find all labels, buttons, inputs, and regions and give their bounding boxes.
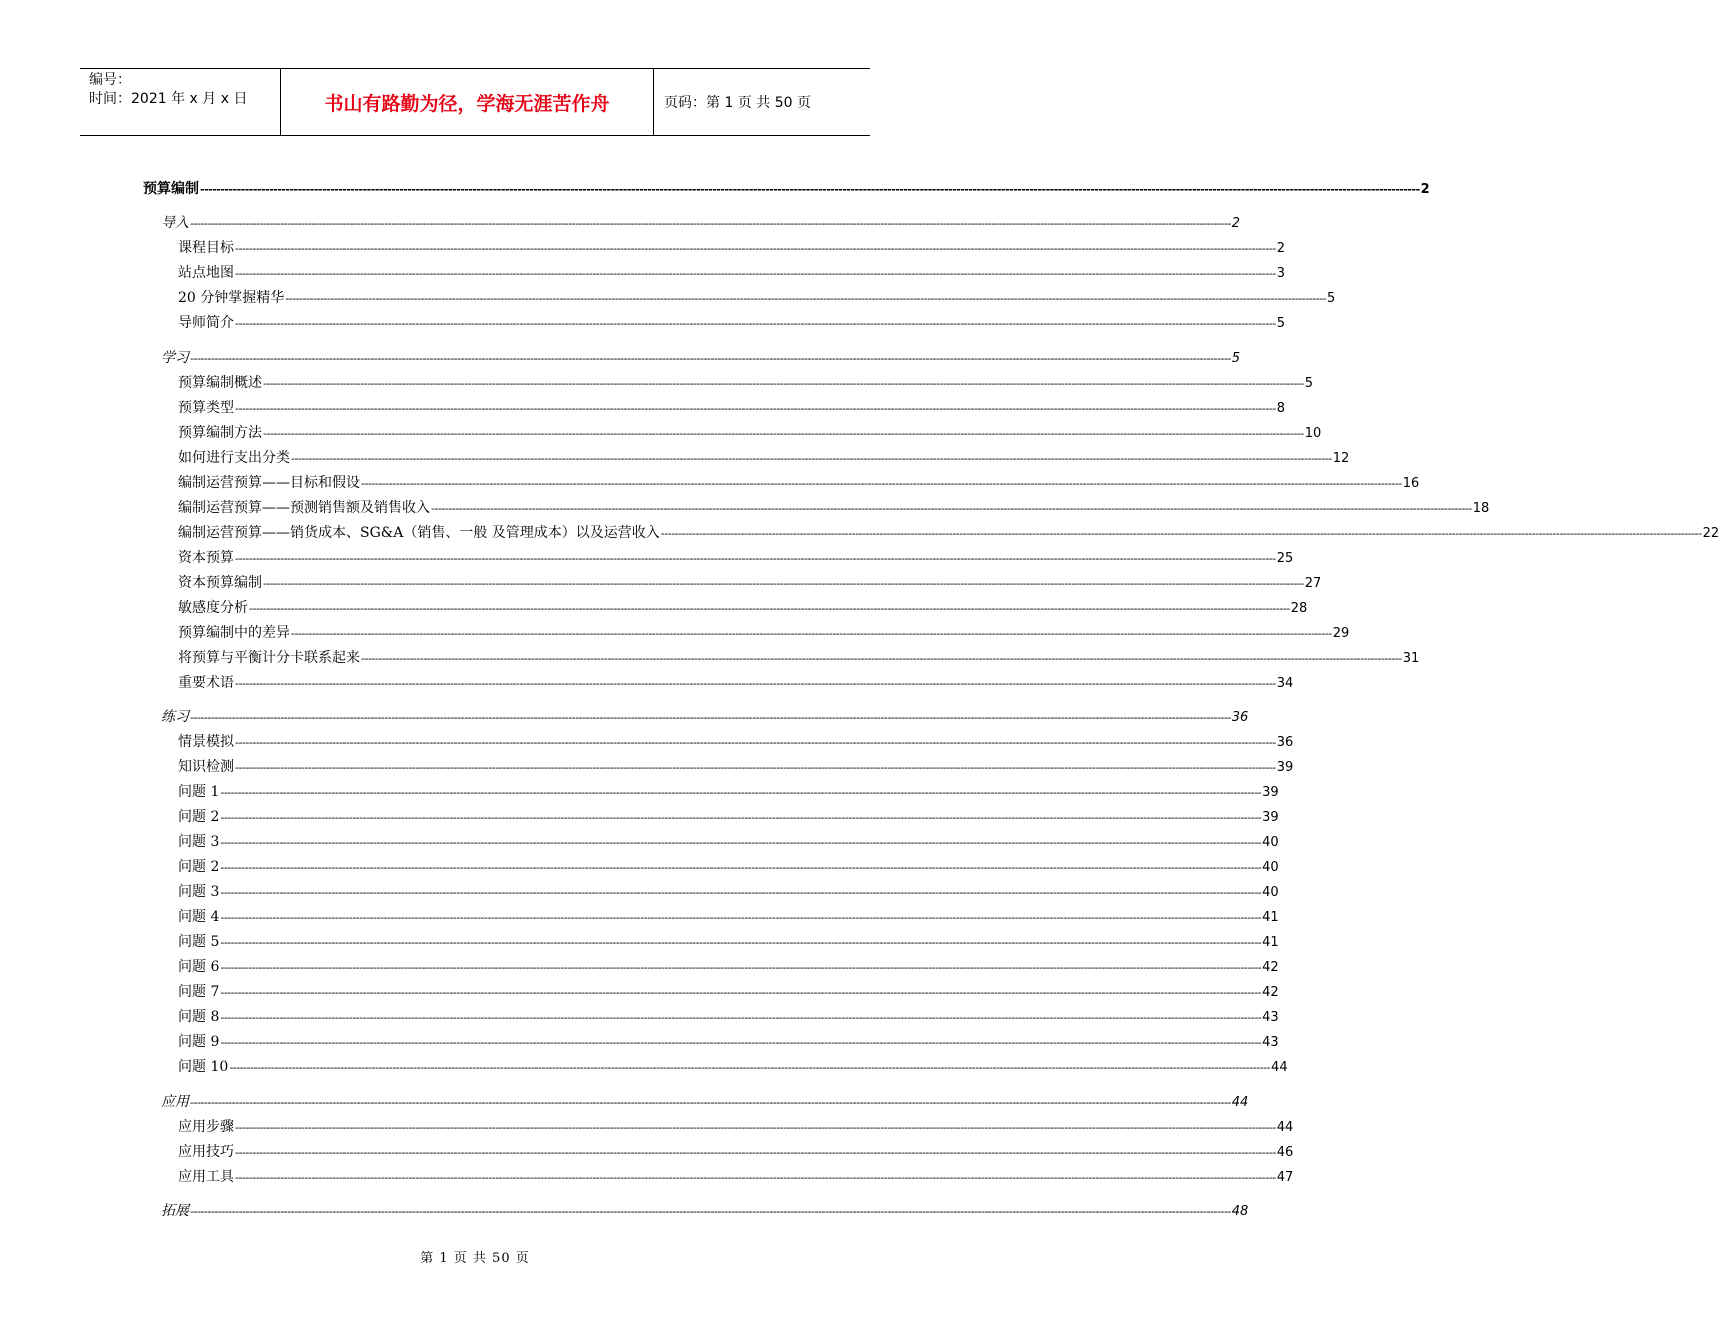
toc-entry[interactable] — [178, 599, 1308, 618]
toc-entry[interactable] — [178, 374, 1314, 393]
toc-entry-title: 将预算与平衡计分卡联系起来 — [178, 649, 360, 666]
toc-entry[interactable] — [161, 708, 1249, 727]
toc-leader-dashes: ------------------------------------------------------------------------------------------------------------------------------------------------------------------------------------------------------------------------------------------------------------------------------------------------------------ — [190, 711, 1231, 724]
toc-entry[interactable] — [178, 264, 1286, 283]
toc-leader-dashes: ------------------------------------------------------------------------------------------------------------------------------------------------------------------------------------------------------------------------------------------------------------------------------------------------------------ — [190, 1095, 1231, 1109]
toc-entry-page: 36 — [1276, 735, 1294, 750]
toc-entry-title: 如何进行支出分类 — [178, 449, 290, 466]
toc-entry-title: 重要术语 — [178, 674, 234, 691]
toc-entry[interactable] — [178, 808, 1279, 827]
toc-entry-page: 28 — [1290, 600, 1308, 616]
toc-leader-dashes: ------------------------------------------------------------------------------------------------------------------------------------------------------------------------------------------------------------------------------------------------------------------------------------------------------------ — [263, 376, 1304, 390]
toc-leader-dashes: ------------------------------------------------------------------------------------------------------------------------------------------------------------------------------------------------------------------------------------------------------------------------------------------------------------ — [220, 961, 1262, 974]
toc-entry-title: 问题 2 — [178, 809, 220, 825]
toc-entry-title: 导师简介 — [178, 315, 234, 331]
toc-entry[interactable] — [178, 474, 1420, 493]
toc-entry[interactable] — [178, 833, 1279, 852]
toc-entry-page: 5 — [1231, 350, 1241, 366]
toc-entry-title: 编制运营预算——预测销售额及销售收入 — [178, 499, 430, 516]
toc-entry-page: 39 — [1262, 785, 1279, 800]
toc-entry-title: 问题 9 — [178, 1034, 220, 1050]
toc-leader-dashes: ------------------------------------------------------------------------------------------------------------------------------------------------------------------------------------------------------------------------------------------------------------------------------------------------------------ — [220, 811, 1262, 824]
toc-leader-dashes: ------------------------------------------------------------------------------------------------------------------------------------------------------------------------------------------------------------------------------------------------------------------------------------------------------------ — [263, 576, 1304, 590]
toc-leader-dashes: ------------------------------------------------------------------------------------------------------------------------------------------------------------------------------------------------------------------------------------------------------------------------------------------------------------ — [220, 1011, 1262, 1024]
toc-leader-dashes: ------------------------------------------------------------------------------------------------------------------------------------------------------------------------------------------------------------------------------------------------------------------------------------------------------------ — [235, 267, 1276, 280]
toc-leader-dashes: ------------------------------------------------------------------------------------------------------------------------------------------------------------------------------------------------------------------------------------------------------------------------------------------------------------ — [235, 1170, 1276, 1184]
toc-leader-dashes: ------------------------------------------------------------------------------------------------------------------------------------------------------------------------------------------------------------------------------------------------------------------------------------------------------------ — [285, 292, 1327, 305]
toc-leader-dashes: ------------------------------------------------------------------------------------------------------------------------------------------------------------------------------------------------------------------------------------------------------------------------------------------------------------ — [220, 986, 1262, 999]
toc-entry-title: 练习 — [161, 709, 189, 725]
toc-entry[interactable] — [178, 908, 1279, 927]
header-page-info: 页码：第 1 页 共 50 页 — [664, 95, 811, 111]
toc-entry-page: 34 — [1276, 675, 1294, 691]
toc-entry[interactable] — [178, 399, 1286, 418]
toc-entry-page: 10 — [1304, 425, 1322, 441]
toc-entry[interactable] — [178, 424, 1322, 443]
time-label: 时间：2021 年 x 月 x 日 — [89, 91, 248, 107]
toc-leader-dashes: ------------------------------------------------------------------------------------------------------------------------------------------------------------------------------------------------------------------------------------------------------------------------------------------------------------ — [235, 761, 1276, 774]
toc-leader-dashes: ------------------------------------------------------------------------------------------------------------------------------------------------------------------------------------------------------------------------------------------------------------------------------------------------------------ — [220, 1036, 1262, 1049]
toc-entry-page: 5 — [1276, 316, 1286, 331]
toc-entry-page: 41 — [1262, 935, 1279, 950]
toc-entry-page: 41 — [1262, 910, 1279, 925]
toc-entry-title: 问题 3 — [178, 834, 220, 850]
toc-entry[interactable] — [178, 524, 1719, 543]
toc-entry-title: 应用技巧 — [178, 1143, 234, 1160]
toc-entry[interactable] — [178, 674, 1294, 693]
toc-entry[interactable] — [178, 1118, 1294, 1137]
toc-entry-page: 31 — [1402, 650, 1420, 666]
toc-entry-page: 2 — [1231, 216, 1241, 231]
toc-entry-title: 预算类型 — [178, 399, 234, 416]
toc-entry-title: 站点地图 — [178, 265, 234, 281]
toc-entry-title: 问题 4 — [178, 909, 220, 925]
page-header — [80, 68, 870, 136]
toc-entry-page: 2 — [1420, 182, 1430, 197]
toc-entry-title: 预算编制方法 — [178, 424, 262, 441]
toc-entry-page: 40 — [1262, 885, 1279, 900]
toc-entry-title: 问题 7 — [178, 984, 220, 1000]
toc-entry[interactable] — [178, 1143, 1294, 1162]
toc-entry-page: 44 — [1271, 1060, 1288, 1075]
toc-entry[interactable] — [178, 624, 1350, 643]
toc-entry-title: 编制运营预算——销货成本、SG&A（销售、一般 及管理成本）以及运营收入 — [178, 524, 660, 541]
toc-entry-page: 44 — [1276, 1119, 1294, 1135]
toc-entry-title: 资本预算编制 — [178, 574, 262, 591]
toc-entry-title: 问题 1 — [178, 784, 220, 800]
toc-entry[interactable] — [178, 574, 1322, 593]
toc-entry-page: 5 — [1304, 375, 1314, 391]
toc-entry-title: 应用步骤 — [178, 1118, 234, 1135]
toc-entry-page: 29 — [1332, 625, 1350, 641]
toc-entry-page: 16 — [1402, 475, 1420, 491]
toc-entry-page: 42 — [1262, 960, 1279, 975]
toc-entry-page: 43 — [1262, 1035, 1279, 1050]
toc-entry[interactable] — [178, 289, 1336, 308]
toc-leader-dashes: ------------------------------------------------------------------------------------------------------------------------------------------------------------------------------------------------------------------------------------------------------------------------------------------------------------ — [235, 736, 1276, 749]
toc-entry-title: 资本预算 — [178, 549, 234, 566]
toc-entry-title: 应用工具 — [178, 1168, 234, 1185]
toc-entry[interactable] — [178, 883, 1279, 902]
toc-entry-page: 47 — [1276, 1169, 1294, 1185]
toc-entry[interactable] — [178, 858, 1279, 877]
toc-entry-page: 48 — [1231, 1204, 1249, 1219]
toc-leader-dashes: ------------------------------------------------------------------------------------------------------------------------------------------------------------------------------------------------------------------------------------------------------------------------------------------------------------ — [235, 551, 1276, 565]
toc-entry[interactable] — [178, 758, 1294, 777]
code-label: 编号： — [89, 72, 131, 88]
toc-entry[interactable] — [178, 933, 1279, 952]
toc-leader-dashes: ------------------------------------------------------------------------------------------------------------------------------------------------------------------------------------------------------------------------------------------------------------------------------------------------------------ — [190, 351, 1231, 365]
toc-leader-dashes: ------------------------------------------------------------------------------------------------------------------------------------------------------------------------------------------------------------------------------------------------------------------------------------------------------------ — [200, 183, 1420, 196]
toc-leader-dashes: ------------------------------------------------------------------------------------------------------------------------------------------------------------------------------------------------------------------------------------------------------------------------------------------------------------ — [220, 861, 1262, 874]
header-motto: 书山有路勤为径，学海无涯苦作舟 — [281, 69, 654, 135]
toc-entry-title: 预算编制概述 — [178, 374, 262, 391]
toc-entry[interactable] — [178, 314, 1286, 333]
toc-leader-dashes: ------------------------------------------------------------------------------------------------------------------------------------------------------------------------------------------------------------------------------------------------------------------------------------------------------------ — [190, 1205, 1231, 1218]
toc-entry-title: 问题 10 — [178, 1059, 229, 1075]
toc-entry[interactable] — [161, 214, 1241, 233]
toc-entry[interactable] — [178, 499, 1490, 518]
toc-entry-title: 学习 — [161, 349, 189, 366]
toc-entry[interactable] — [143, 180, 1430, 199]
toc-leader-dashes: ------------------------------------------------------------------------------------------------------------------------------------------------------------------------------------------------------------------------------------------------------------------------------------------------------------ — [235, 401, 1276, 415]
toc-entry-page: 12 — [1332, 450, 1350, 466]
toc-entry-title: 预算编制 — [143, 181, 199, 197]
toc-leader-dashes: ------------------------------------------------------------------------------------------------------------------------------------------------------------------------------------------------------------------------------------------------------------------------------------------------------------ — [235, 1145, 1276, 1159]
toc-leader-dashes: ------------------------------------------------------------------------------------------------------------------------------------------------------------------------------------------------------------------------------------------------------------------------------------------------------------ — [431, 501, 1472, 515]
toc-leader-dashes: ------------------------------------------------------------------------------------------------------------------------------------------------------------------------------------------------------------------------------------------------------------------------------------------------------------ — [220, 911, 1262, 924]
toc-leader-dashes: ------------------------------------------------------------------------------------------------------------------------------------------------------------------------------------------------------------------------------------------------------------------------------------------------------------ — [291, 626, 1332, 640]
toc-entry-page: 39 — [1276, 760, 1294, 775]
toc-entry-page: 2 — [1276, 241, 1286, 256]
toc-entry-page: 3 — [1276, 266, 1286, 281]
toc-entry-page: 5 — [1327, 291, 1336, 306]
toc-entry-page: 27 — [1304, 575, 1322, 591]
toc-entry-page: 8 — [1276, 400, 1286, 416]
toc-entry-title: 20 分钟掌握精华 — [178, 290, 285, 306]
toc-entry-title: 拓展 — [161, 1203, 189, 1219]
toc-entry-page: 22 — [1702, 525, 1719, 541]
toc-entry-page: 43 — [1262, 1010, 1279, 1025]
toc-entry-title: 预算编制中的差异 — [178, 624, 290, 641]
toc-entry[interactable] — [178, 549, 1294, 568]
toc-entry[interactable] — [178, 958, 1279, 977]
toc-entry-title: 问题 2 — [178, 859, 220, 875]
toc-entry-page: 42 — [1262, 985, 1279, 1000]
toc-entry[interactable] — [178, 1008, 1279, 1027]
toc-entry[interactable] — [178, 983, 1279, 1002]
toc-leader-dashes: ------------------------------------------------------------------------------------------------------------------------------------------------------------------------------------------------------------------------------------------------------------------------------------------------------------ — [660, 526, 1702, 540]
toc-leader-dashes: ------------------------------------------------------------------------------------------------------------------------------------------------------------------------------------------------------------------------------------------------------------------------------------------------------------ — [229, 1061, 1271, 1074]
toc-leader-dashes: ------------------------------------------------------------------------------------------------------------------------------------------------------------------------------------------------------------------------------------------------------------------------------------------------------------ — [220, 936, 1262, 949]
toc-entry-page: 25 — [1276, 550, 1294, 566]
toc-entry-page: 40 — [1262, 860, 1279, 875]
toc-entry-title: 问题 3 — [178, 884, 220, 900]
toc-entry-title: 敏感度分析 — [178, 599, 248, 616]
toc-leader-dashes: ------------------------------------------------------------------------------------------------------------------------------------------------------------------------------------------------------------------------------------------------------------------------------------------------------------ — [235, 317, 1276, 330]
toc-entry-page: 39 — [1262, 810, 1279, 825]
toc-entry[interactable] — [161, 1202, 1249, 1221]
toc-leader-dashes: ------------------------------------------------------------------------------------------------------------------------------------------------------------------------------------------------------------------------------------------------------------------------------------------------------------ — [361, 651, 1402, 665]
toc-entry-title: 知识检测 — [178, 759, 234, 775]
toc-entry-title: 导入 — [161, 215, 189, 231]
toc-entry[interactable] — [178, 449, 1350, 468]
toc-leader-dashes: ------------------------------------------------------------------------------------------------------------------------------------------------------------------------------------------------------------------------------------------------------------------------------------------------------------ — [235, 676, 1276, 690]
toc-entry[interactable] — [178, 239, 1286, 258]
toc-entry[interactable] — [178, 649, 1420, 668]
toc-entry-page: 46 — [1276, 1144, 1294, 1160]
toc-entry-title: 问题 8 — [178, 1009, 220, 1025]
header-meta-cell — [80, 69, 281, 135]
toc-entry[interactable] — [178, 1168, 1294, 1187]
toc-entry-page: 40 — [1262, 835, 1279, 850]
toc-entry-title: 编制运营预算——目标和假设 — [178, 474, 360, 491]
toc-leader-dashes: ------------------------------------------------------------------------------------------------------------------------------------------------------------------------------------------------------------------------------------------------------------------------------------------------------------ — [235, 242, 1276, 255]
toc-entry-title: 问题 5 — [178, 934, 220, 950]
toc-entry-title: 问题 6 — [178, 959, 220, 975]
toc-entry-page: 36 — [1231, 710, 1249, 725]
toc-leader-dashes: ------------------------------------------------------------------------------------------------------------------------------------------------------------------------------------------------------------------------------------------------------------------------------------------------------------ — [190, 217, 1231, 230]
toc-entry[interactable] — [161, 1093, 1249, 1112]
toc-leader-dashes: ------------------------------------------------------------------------------------------------------------------------------------------------------------------------------------------------------------------------------------------------------------------------------------------------------------ — [249, 601, 1290, 615]
toc-leader-dashes: ------------------------------------------------------------------------------------------------------------------------------------------------------------------------------------------------------------------------------------------------------------------------------------------------------------ — [220, 886, 1262, 899]
toc-leader-dashes: ------------------------------------------------------------------------------------------------------------------------------------------------------------------------------------------------------------------------------------------------------------------------------------------------------------ — [263, 426, 1304, 440]
toc-leader-dashes: ------------------------------------------------------------------------------------------------------------------------------------------------------------------------------------------------------------------------------------------------------------------------------------------------------------ — [361, 476, 1402, 490]
toc-entry[interactable] — [161, 349, 1241, 368]
toc-entry-title: 情景模拟 — [178, 734, 234, 750]
toc-entry-page: 18 — [1472, 500, 1490, 516]
toc-entry-page: 44 — [1231, 1094, 1249, 1110]
toc-entry-title: 应用 — [161, 1093, 189, 1110]
toc-entry[interactable] — [178, 1033, 1279, 1052]
toc-leader-dashes: ------------------------------------------------------------------------------------------------------------------------------------------------------------------------------------------------------------------------------------------------------------------------------------------------------------ — [220, 786, 1262, 799]
toc-leader-dashes: ------------------------------------------------------------------------------------------------------------------------------------------------------------------------------------------------------------------------------------------------------------------------------------------------------------ — [291, 451, 1332, 465]
toc-leader-dashes: ------------------------------------------------------------------------------------------------------------------------------------------------------------------------------------------------------------------------------------------------------------------------------------------------------------ — [235, 1120, 1276, 1134]
toc-entry[interactable] — [178, 783, 1279, 802]
toc-entry[interactable] — [178, 1058, 1288, 1077]
toc-entry-title: 课程目标 — [178, 240, 234, 256]
toc-leader-dashes: ------------------------------------------------------------------------------------------------------------------------------------------------------------------------------------------------------------------------------------------------------------------------------------------------------------ — [220, 836, 1262, 849]
page-footer: 第 1 页 共 50 页 — [420, 1251, 530, 1266]
toc-entry[interactable] — [178, 733, 1294, 752]
